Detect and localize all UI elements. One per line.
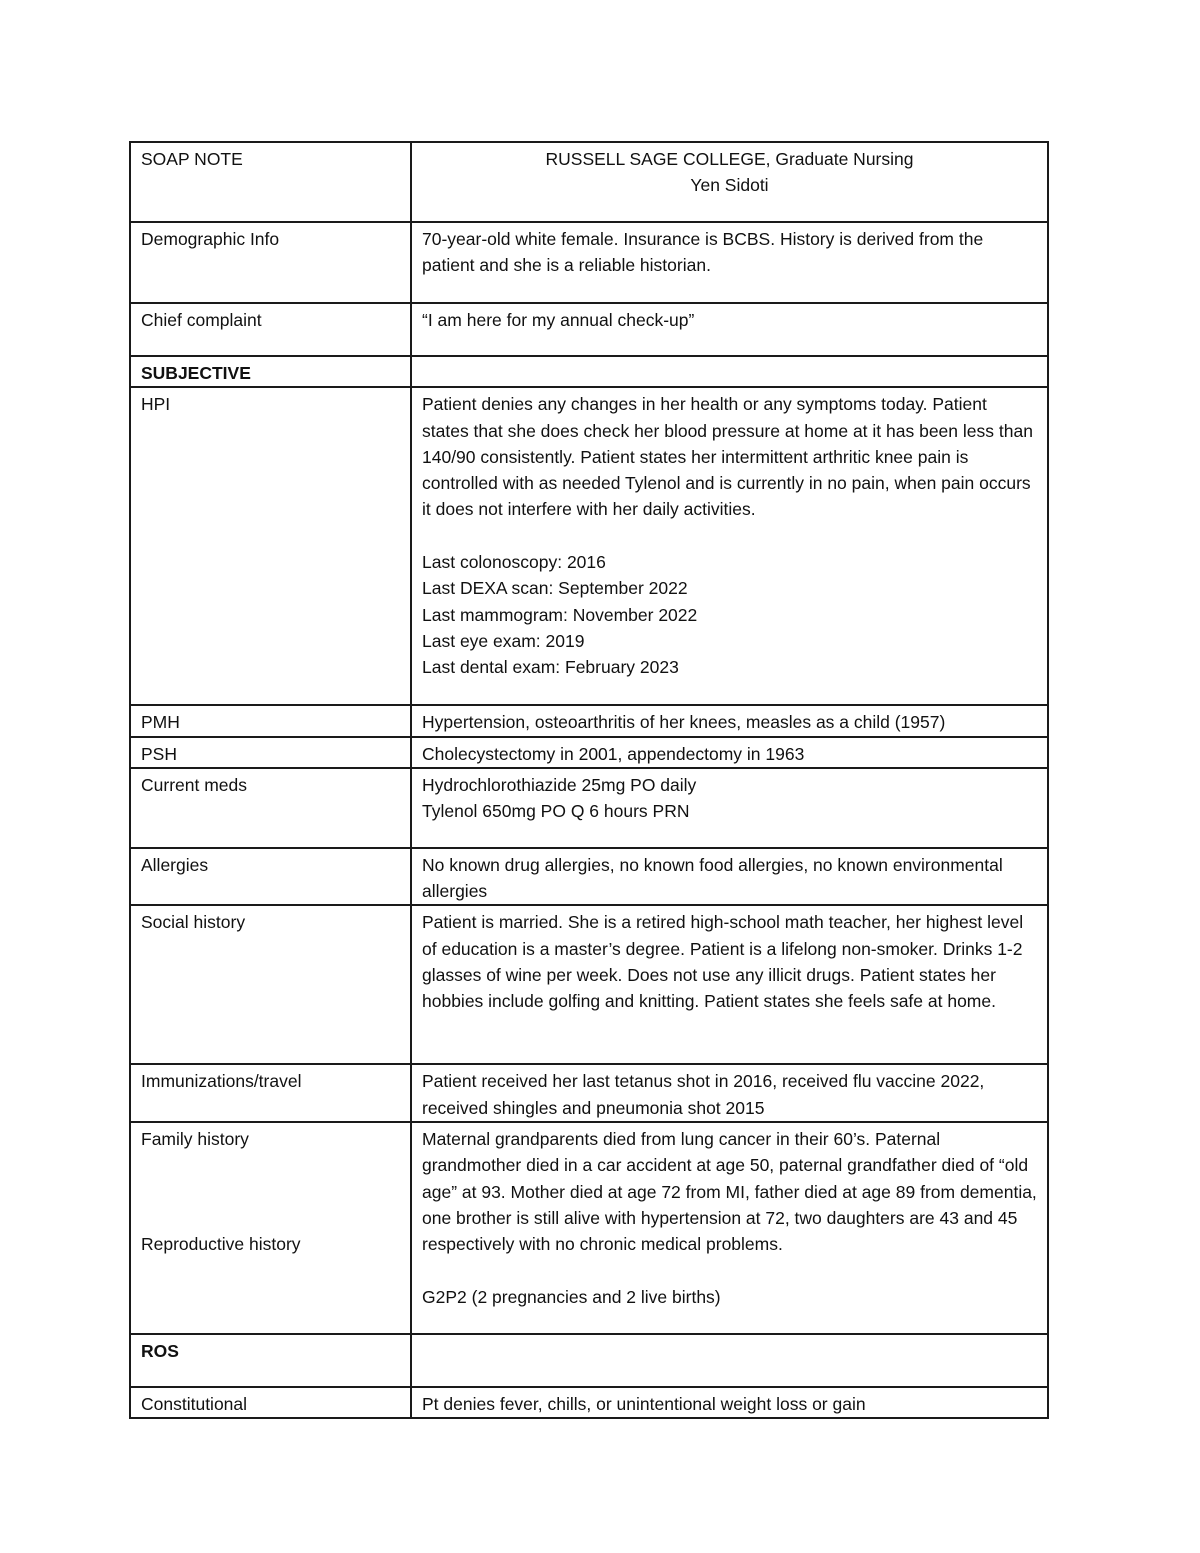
hpi-label: HPI [130, 387, 411, 705]
social-history-value: Patient is married. She is a retired high-school math teacher, her highest level of education is a master’s degree. Patient is a lifelong non-smoker. Drinks 1-2 glasses of wine per week. Does not use any illicit drugs. Patient states her hobbies include golfing and knitting. Patient states she feels safe at home. [411, 905, 1048, 1064]
allergies-value: No known drug allergies, no known food allergies, no known environmental allergies [411, 848, 1048, 906]
subjective-row [130, 356, 1048, 387]
social-history-label: Social history [130, 905, 411, 1064]
author-name: Yen Sidoti [690, 175, 769, 196]
demographic-label: Demographic Info [130, 222, 411, 303]
allergies-label: Allergies [130, 848, 411, 906]
header-row [130, 142, 1048, 222]
current-meds-cell [411, 768, 1048, 848]
screening-colonoscopy: Last colonoscopy: 2016 [422, 552, 606, 573]
social-history-row [130, 905, 1048, 1064]
screening-eye-exam: Last eye exam: 2019 [422, 630, 585, 651]
header-title: SOAP NOTE [141, 149, 243, 169]
constitutional-label: Constitutional [130, 1387, 411, 1418]
immunizations-value: Patient received her last tetanus shot in 2016, received flu vaccine 2022, received shingles and pneumonia shot 2015 [411, 1064, 1048, 1122]
demographic-row [130, 222, 1048, 303]
screening-dental-exam: Last dental exam: February 2023 [422, 657, 679, 678]
pmh-label: PMH [130, 705, 411, 736]
family-history-label-cell [130, 1122, 411, 1334]
hpi-cell [411, 387, 1048, 705]
constitutional-row [130, 1387, 1048, 1418]
chief-complaint-value: “I am here for my annual check-up” [411, 303, 1048, 356]
ros-row [130, 1334, 1048, 1387]
family-history-label: Family history [141, 1129, 249, 1150]
screening-dexa: Last DEXA scan: September 2022 [422, 578, 688, 599]
hpi-row [130, 387, 1048, 705]
subjective-empty-cell [411, 356, 1048, 387]
ros-empty-cell [411, 1334, 1048, 1387]
header-right-cell [411, 142, 1048, 222]
soap-note-table [129, 141, 1049, 1419]
psh-label: PSH [130, 737, 411, 768]
current-meds-label: Current meds [130, 768, 411, 848]
constitutional-value: Pt denies fever, chills, or unintentional weight loss or gain [411, 1387, 1048, 1418]
immunizations-row [130, 1064, 1048, 1122]
pmh-value: Hypertension, osteoarthritis of her knees, measles as a child (1957) [411, 705, 1048, 736]
family-history-value: Maternal grandparents died from lung cancer in their 60’s. Paternal grandmother died in a car accident at age 50, paternal grandfather died of “old age” at 93. Mother died at age 72 from MI, father died at age 89 from dementia, one brother is still alive with hypertension at 72, two daughters are 43 and 45 respectively with no chronic medical problems. [422, 1129, 1042, 1255]
chief-complaint-label: Chief complaint [130, 303, 411, 356]
family-history-row [130, 1122, 1048, 1334]
subjective-heading: SUBJECTIVE [130, 356, 411, 387]
med-item: Tylenol 650mg PO Q 6 hours PRN [422, 801, 690, 822]
psh-row [130, 737, 1048, 768]
header-left-cell [130, 142, 411, 222]
immunizations-label: Immunizations/travel [130, 1064, 411, 1122]
hpi-narrative: Patient denies any changes in her health or any symptoms today. Patient states that she does check her blood pressure at home at it has been less than 140/90 consistently. Patient states her intermittent arthritic knee pain is controlled with as needed Tylenol and is currently in no pain, when pain occurs it does not interfere with her daily activities. [422, 394, 1038, 520]
allergies-row [130, 848, 1048, 906]
family-history-cell [411, 1122, 1048, 1334]
ros-heading: ROS [130, 1334, 411, 1387]
psh-value: Cholecystectomy in 2001, appendectomy in 1963 [411, 737, 1048, 768]
chief-complaint-row [130, 303, 1048, 356]
demographic-value: 70-year-old white female. Insurance is BCBS. History is derived from the patient and she is a reliable historian. [411, 222, 1048, 303]
pmh-row [130, 705, 1048, 736]
current-meds-row [130, 768, 1048, 848]
reproductive-history-label: Reproductive history [141, 1234, 301, 1255]
college-name: RUSSELL SAGE COLLEGE, Graduate Nursing [545, 149, 914, 169]
screening-mammogram: Last mammogram: November 2022 [422, 604, 698, 625]
reproductive-history-value: G2P2 (2 pregnancies and 2 live births) [422, 1286, 721, 1307]
med-item: Hydrochlorothiazide 25mg PO daily [422, 774, 697, 795]
